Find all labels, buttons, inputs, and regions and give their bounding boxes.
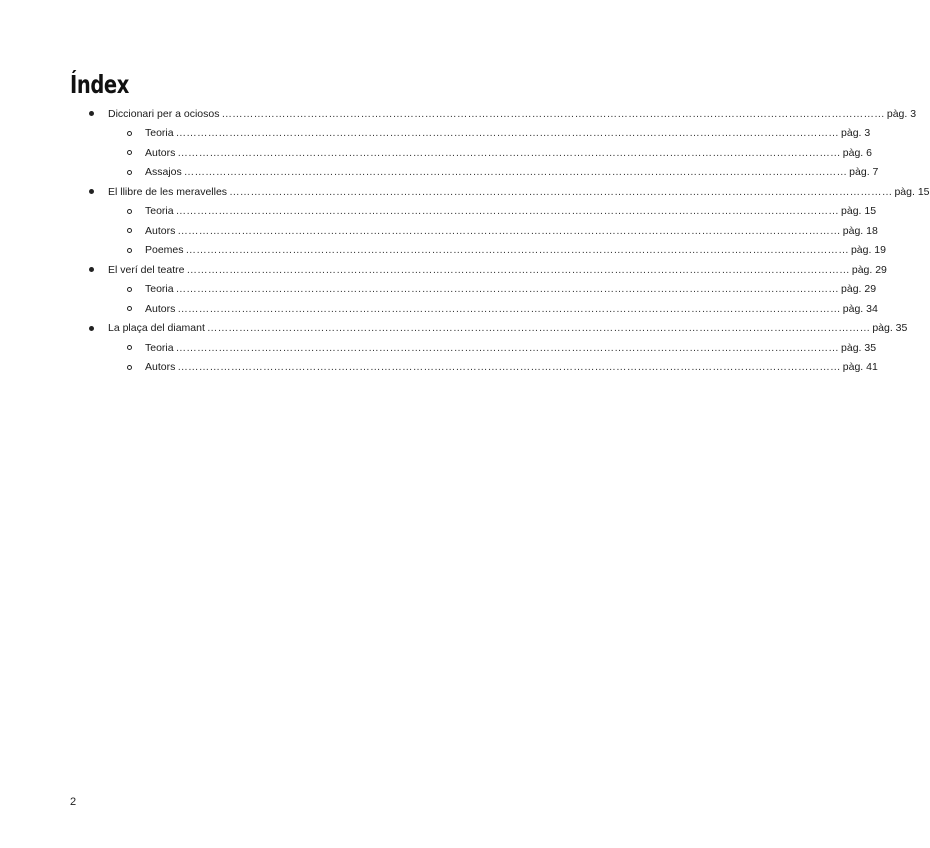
toc-subentry[interactable] [125, 338, 877, 357]
toc-entry-label: Autors [145, 361, 176, 373]
toc-leader-dots: …………………………………………………………………………………………………………………………………………………………………… [175, 341, 840, 354]
toc-entry-page: pàg. 15 [894, 185, 930, 198]
toc-entry-page: pàg. 29 [841, 283, 877, 295]
toc-entry-label: Diccionari per a ociosos [108, 107, 220, 120]
toc-entry-label: El llibre de les meravelles [108, 185, 228, 198]
toc-entry-page: pàg. 35 [872, 322, 908, 334]
toc-entry-page: pàg. 7 [849, 166, 879, 178]
toc-leader-dots: …………………………………………………………………………………………………………………………………………………………………… [229, 185, 893, 198]
toc-entry-label: Teoria [145, 127, 174, 139]
filled-bullet-icon [88, 264, 108, 276]
toc-entry-page: pàg. 29 [851, 263, 887, 276]
hollow-bullet-icon [125, 283, 145, 295]
hollow-bullet-icon [125, 361, 145, 373]
toc-entry-page: pàg. 3 [841, 127, 871, 139]
toc-entry-label: Autors [145, 146, 176, 159]
toc-leader-dots: …………………………………………………………………………………………………………………………………………………………………… [175, 127, 840, 139]
toc-entry-page: pàg. 18 [842, 224, 878, 237]
toc-leader-dots: …………………………………………………………………………………………………………………………………………………………………… [206, 322, 871, 334]
page-title: Índex [70, 70, 129, 99]
toc-leader-dots: …………………………………………………………………………………………………………………………………………………………………… [183, 166, 848, 178]
toc-entry[interactable] [88, 104, 917, 123]
toc-leader-dots: …………………………………………………………………………………………………………………………………………………………………… [177, 224, 841, 237]
filled-bullet-icon [88, 322, 108, 334]
toc-entry-label: Teoria [145, 205, 174, 217]
hollow-bullet-icon [125, 166, 145, 178]
toc-entry-page: pàg. 35 [841, 341, 877, 354]
filled-bullet-icon [88, 108, 108, 120]
toc-entry-label: Teoria [145, 341, 174, 354]
toc-entry-page: pàg. 15 [841, 205, 877, 217]
hollow-bullet-icon [125, 205, 145, 217]
toc-leader-dots: …………………………………………………………………………………………………………………………………………………………………… [177, 361, 841, 373]
toc-entry[interactable] [88, 260, 887, 279]
toc-subentry[interactable] [125, 241, 886, 260]
toc-entry[interactable] [88, 182, 930, 201]
page-number: 2 [70, 796, 77, 808]
toc-entry-label: Autors [145, 224, 176, 237]
toc-entry-label: Poemes [145, 244, 184, 256]
toc-subentry[interactable] [125, 280, 877, 299]
toc-leader-dots: …………………………………………………………………………………………………………………………………………………………………… [186, 263, 850, 276]
toc-entry-page: pàg. 41 [842, 361, 878, 373]
toc-subentry[interactable] [125, 163, 879, 182]
hollow-bullet-icon [125, 127, 145, 139]
toc-subentry[interactable] [125, 143, 872, 162]
toc-entry-page: pàg. 19 [850, 244, 886, 256]
toc-entry-label: El verí del teatre [108, 263, 185, 276]
toc-entry-label: Teoria [145, 283, 174, 295]
toc-entry-page: pàg. 34 [842, 302, 878, 315]
toc-entry-page: pàg. 6 [842, 146, 872, 159]
toc-entry-label: La plaça del diamant [108, 322, 205, 334]
toc-leader-dots: …………………………………………………………………………………………………………………………………………………………………… [175, 205, 840, 217]
hollow-bullet-icon [125, 303, 145, 315]
toc-subentry[interactable] [125, 124, 871, 143]
toc-entry-label: Autors [145, 302, 176, 315]
hollow-bullet-icon [125, 225, 145, 237]
toc-subentry[interactable] [125, 221, 878, 240]
toc-leader-dots: …………………………………………………………………………………………………………………………………………………………………… [175, 283, 840, 295]
toc-entry[interactable] [88, 319, 908, 338]
toc-subentry[interactable] [125, 299, 878, 318]
toc-entry-label: Assajos [145, 166, 182, 178]
hollow-bullet-icon [125, 244, 145, 256]
toc-leader-dots: …………………………………………………………………………………………………………………………………………………………………… [221, 107, 885, 120]
toc-entry-page: pàg. 3 [886, 107, 917, 120]
filled-bullet-icon [88, 186, 108, 198]
toc-leader-dots: …………………………………………………………………………………………………………………………………………………………………… [177, 302, 841, 315]
toc-leader-dots: …………………………………………………………………………………………………………………………………………………………………… [177, 146, 841, 159]
toc-leader-dots: …………………………………………………………………………………………………………………………………………………………………… [185, 244, 849, 256]
hollow-bullet-icon [125, 342, 145, 354]
toc-subentry[interactable] [125, 358, 878, 377]
hollow-bullet-icon [125, 147, 145, 159]
toc-subentry[interactable] [125, 202, 877, 221]
